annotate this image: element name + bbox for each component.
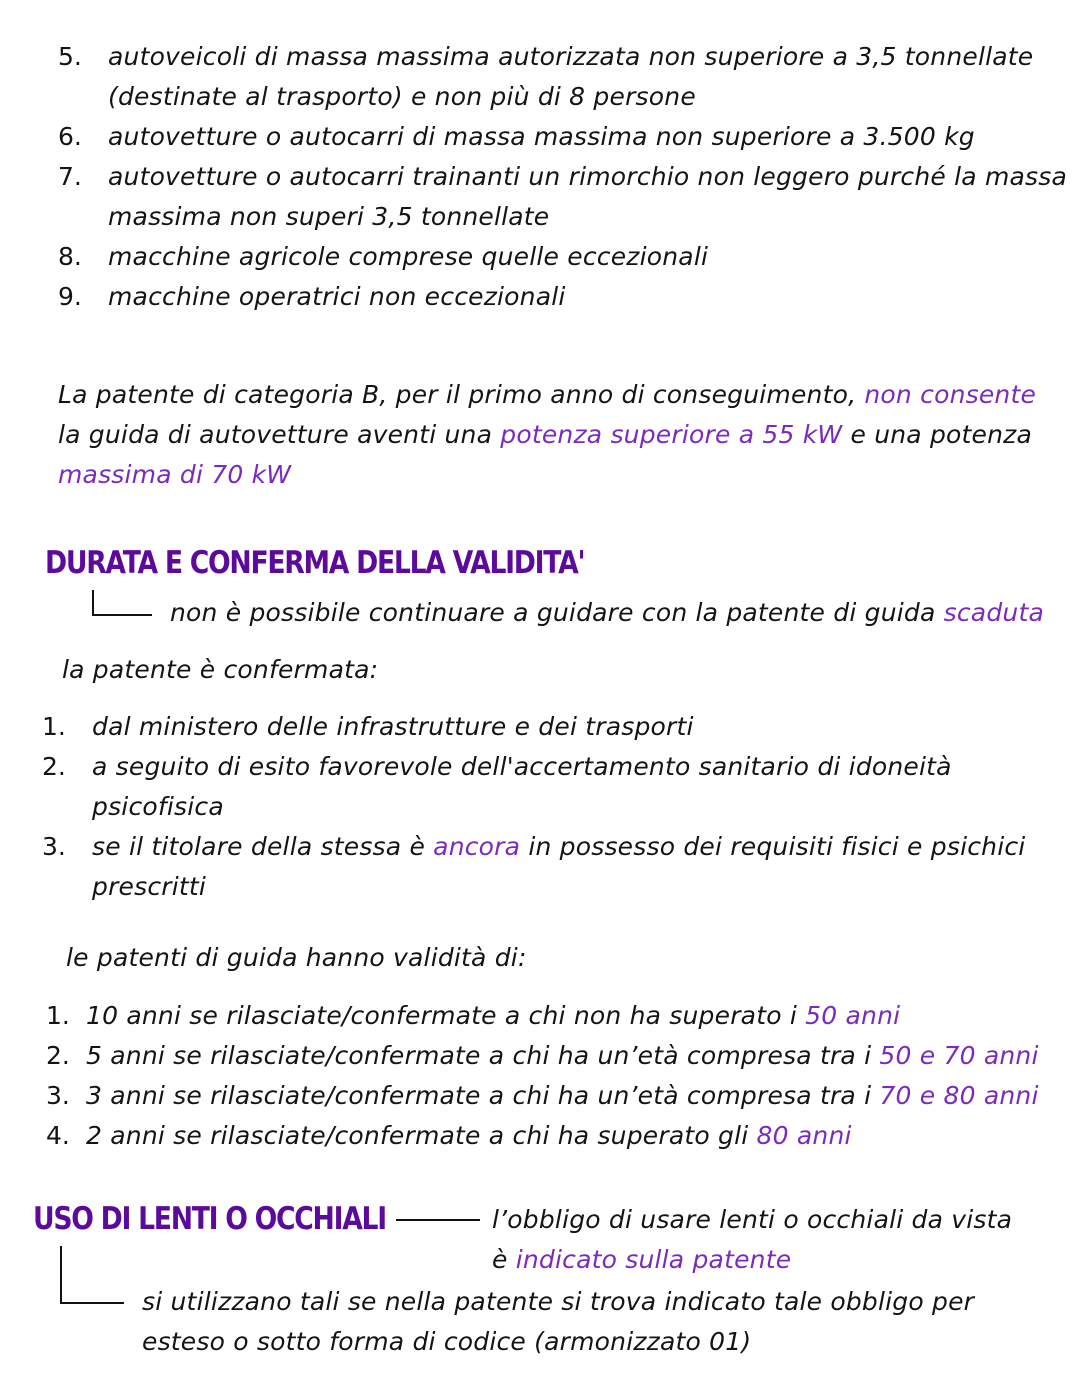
validity-note xyxy=(170,597,1044,629)
list-item xyxy=(108,121,975,153)
highlighted-text: 50 anni xyxy=(805,1001,901,1030)
text: 10 anni se rilasciate/confermate a chi non ha superato i xyxy=(86,1001,806,1030)
confirm-list-item xyxy=(92,831,1025,863)
paragraph-line xyxy=(58,459,291,491)
text: 3 anni se rilasciate/confermate a chi ha un’età compresa tra i xyxy=(86,1081,880,1110)
text: (destinate al trasporto) e non più di 8 persone xyxy=(108,82,696,111)
list-number: 1. xyxy=(46,1001,70,1030)
list-item xyxy=(108,241,708,273)
highlighted-text: 70 e 80 anni xyxy=(879,1081,1039,1110)
text: a seguito di esito favorevole dell'accertamento sanitario di idoneità xyxy=(92,752,952,781)
list-item xyxy=(108,41,1033,73)
text: 5 anni se rilasciate/confermate a chi ha un’età compresa tra i xyxy=(86,1041,880,1070)
connector-line xyxy=(396,1219,480,1221)
text: autovetture o autocarri di massa massima non superiore a 3.500 kg xyxy=(108,122,975,151)
highlighted-text: potenza superiore a 55 kW xyxy=(500,420,843,449)
confirm-list-item xyxy=(92,751,952,783)
list-number: 3. xyxy=(42,832,66,861)
text: si utilizzano tali se nella patente si trova indicato tale obbligo per xyxy=(142,1287,975,1316)
highlighted-text: 50 e 70 anni xyxy=(879,1041,1039,1070)
validity-list-item xyxy=(86,1120,852,1152)
list-item xyxy=(108,161,1067,193)
text: 2 anni se rilasciate/confermate a chi ha superato gli xyxy=(86,1121,757,1150)
list-number: 4. xyxy=(46,1121,70,1150)
bracket-connector xyxy=(92,590,152,616)
text: e una potenza xyxy=(842,420,1032,449)
list-number: 8. xyxy=(58,242,82,271)
list-item xyxy=(108,201,549,233)
text: in possesso dei requisiti fisici e psichici xyxy=(520,832,1026,861)
text: l’obbligo di usare lenti o occhiali da vista xyxy=(492,1205,1013,1234)
text: massima non superi 3,5 tonnellate xyxy=(108,202,550,231)
validity-intro: le patenti di guida hanno validità di: xyxy=(66,943,527,972)
text: è xyxy=(492,1245,516,1274)
list-number: 2. xyxy=(46,1041,70,1070)
text: prescritti xyxy=(92,872,207,901)
paragraph-line xyxy=(58,379,1036,411)
list-number: 7. xyxy=(58,162,82,191)
text: psicofisica xyxy=(92,792,224,821)
text: autovetture o autocarri trainanti un rimorchio non leggero purché la massa xyxy=(108,162,1067,191)
text: macchine operatrici non eccezionali xyxy=(108,282,566,311)
highlighted-text: ancora xyxy=(433,832,521,861)
paragraph-line xyxy=(58,419,1032,451)
highlighted-text: indicato sulla patente xyxy=(515,1245,792,1274)
highlighted-text: scaduta xyxy=(943,598,1044,627)
confirm-list-item xyxy=(92,791,224,823)
text: la guida di autovetture aventi una xyxy=(58,420,501,449)
confirm-list-item xyxy=(92,871,206,903)
highlighted-text: non consente xyxy=(864,380,1037,409)
list-number: 5. xyxy=(58,42,82,71)
validity-list-item xyxy=(86,1000,900,1032)
validity-list-item xyxy=(86,1080,1039,1112)
highlighted-text: 80 anni xyxy=(756,1121,852,1150)
list-item xyxy=(108,81,696,113)
list-item xyxy=(108,281,566,313)
list-number: 6. xyxy=(58,122,82,151)
text: se il titolare della stessa è xyxy=(92,832,434,861)
lenti-detail xyxy=(142,1286,974,1318)
confirm-list-item xyxy=(92,711,694,743)
text: esteso o sotto forma di codice (armonizzato 01) xyxy=(142,1327,752,1356)
lenti-note xyxy=(492,1244,791,1276)
bracket-connector xyxy=(60,1246,124,1304)
confirm-intro: la patente è confermata: xyxy=(62,655,379,684)
section-title-durata: DURATA E CONFERMA DELLA VALIDITA' xyxy=(45,545,585,581)
section-title-lenti: USO DI LENTI O OCCHIALI xyxy=(33,1201,386,1237)
list-number: 3. xyxy=(46,1081,70,1110)
text: autoveicoli di massa massima autorizzata non superiore a 3,5 tonnellate xyxy=(108,42,1034,71)
text: non è possibile continuare a guidare con la patente di guida xyxy=(170,598,944,627)
text: dal ministero delle infrastrutture e dei trasporti xyxy=(92,712,694,741)
highlighted-text: massima di 70 kW xyxy=(58,460,292,489)
text: macchine agricole comprese quelle eccezionali xyxy=(108,242,709,271)
lenti-note xyxy=(492,1204,1012,1236)
validity-list-item xyxy=(86,1040,1039,1072)
lenti-detail xyxy=(142,1326,751,1358)
list-number: 1. xyxy=(42,712,66,741)
list-number: 9. xyxy=(58,282,82,311)
text: La patente di categoria B, per il primo anno di conseguimento, xyxy=(58,380,865,409)
list-number: 2. xyxy=(42,752,66,781)
